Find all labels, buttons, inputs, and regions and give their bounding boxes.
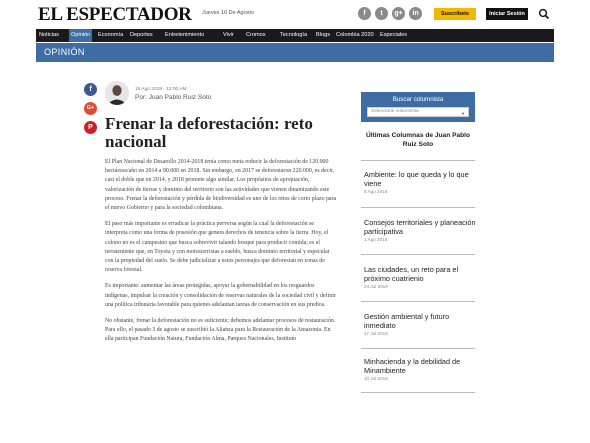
- sidebar-divider: [361, 254, 475, 255]
- sidebar-divider: [361, 348, 475, 349]
- chevron-down-icon: ▼: [461, 111, 465, 116]
- sidebar-divider: [361, 207, 475, 208]
- article-date: 15 Ago 2018 - 12:00 AM: [135, 87, 187, 92]
- columnist-search-box: [361, 92, 475, 122]
- top-header: [0, 0, 590, 28]
- twitter-icon[interactable]: t: [375, 7, 388, 20]
- share-facebook-icon[interactable]: f: [84, 83, 97, 96]
- google-plus-icon[interactable]: g+: [392, 7, 405, 20]
- header-date: Jueves 16 De Agosto: [202, 10, 254, 16]
- article-paragraph: No obstante, frenar la deforestación no es suficiente; debemos adelantar procesos de restauración. Para ello, el pasado 3 de agosto se suscribió la Alianza para la Restauración de la Amazonia. En ella participan Fundación Natura, Fundación Alma, Parques Nacionales, Instituto: [105, 318, 336, 343]
- main-nav: [36, 29, 554, 42]
- share-pinterest-icon[interactable]: P: [84, 121, 97, 134]
- subscribe-button[interactable]: Suscríbete: [434, 8, 476, 20]
- column-item[interactable]: [364, 357, 476, 381]
- column-title[interactable]: Gestión ambiental y futuro inmediato: [364, 312, 450, 330]
- article-headline: Frenar la deforestación: reto nacional: [105, 114, 313, 151]
- article-paragraph: Es importante: aumentar las áreas protegidas, apoyar la gobernabilidad en los resguardos indígenas, impulsar la creación y consolidación de reservas naturales de la sociedad civil y definir una política tributaria favorable para quienes adelantan tareas de conservación en sus predios.: [105, 283, 336, 308]
- nav-item-blogs[interactable]: Blogs: [316, 32, 330, 38]
- section-bar: [36, 43, 554, 62]
- author-photo-icon: [105, 81, 129, 105]
- sidebar-divider: [361, 392, 475, 393]
- column-title[interactable]: Las ciudades, un reto para el próximo cuatrienio: [364, 265, 459, 283]
- article-paragraph: El Plan Nacional de Desarollo 2014-2018 tenía como meta reducir la deforestación de 120.000 hectáreas/año en 2014 a 90.000 en 2018. Sin embargo, en 2017 se deforestaron 220.000, es decir, casi el doble que en 2014, y 2018 promete algo similar. Los propósitos de apropiación, valorización de tierras y dominio del territorio son las actividades que vienen dinamizando este proceso. Frenar la deforestación y pérdida de biodiversidad es uno de los retos de corto plazo para el nuevo Gobierno y para la sociedad colombiana.: [105, 159, 337, 212]
- section-title[interactable]: OPINIÓN: [44, 47, 85, 57]
- search-icon[interactable]: [538, 8, 550, 20]
- nav-item-entretenimiento[interactable]: Entretenimiento: [165, 32, 205, 38]
- latest-columns-heading: Últimas Columnas de Juan Pablo Ruiz Soto: [365, 132, 471, 148]
- nav-item-colombia-2020[interactable]: Colombia 2020: [336, 32, 374, 38]
- nav-item-opinion[interactable]: Opinión: [69, 29, 92, 42]
- nav-item-vivir[interactable]: Vivir: [223, 32, 234, 38]
- column-date: 8 Ago 2018: [364, 189, 388, 194]
- columnist-select[interactable]: [367, 107, 469, 117]
- column-date: 17 Jul 2018: [364, 331, 388, 336]
- column-item[interactable]: [364, 265, 476, 289]
- linkedin-icon[interactable]: in: [409, 7, 422, 20]
- article-paragraph: El paso más importante es erradicar la práctica perversa según la cual la deforestación se interpreta como una forma de posesión que genera derechos de tenencia sobre la tierra. Hoy, el colono no es el campesino que busca sobrevivir talando bosque para producir comida; es el terrateniente que, en Toyota y con motosierristas a sueldo, busca dominio territorial y especular con la propiedad del suelo. Se debe judicializar a estos personajes que deforestan en zonas de reserva forestal.: [105, 221, 330, 274]
- column-date: 1 Ago 2018: [364, 237, 388, 242]
- nav-item-economia[interactable]: Economía: [98, 32, 124, 38]
- column-title[interactable]: Minhacienda y la debilidad de Minambiente: [364, 357, 461, 375]
- column-item[interactable]: [364, 218, 476, 242]
- column-date: 10 Jul 2018: [364, 376, 388, 381]
- columnist-select-value: Seleccione columnista: [371, 109, 419, 114]
- facebook-icon[interactable]: f: [358, 7, 371, 20]
- nav-item-deportes[interactable]: Deportes: [130, 32, 153, 38]
- author-avatar: [105, 81, 129, 105]
- column-item[interactable]: [364, 312, 476, 336]
- nav-item-cromos[interactable]: Cromos: [246, 32, 266, 38]
- column-date: 24 Jul 2018: [364, 284, 388, 289]
- nav-item-tecnologia[interactable]: Tecnología: [280, 32, 308, 38]
- column-item[interactable]: [364, 170, 476, 194]
- nav-item-noticias[interactable]: Noticias: [39, 32, 59, 38]
- article-author[interactable]: Por: Juan Pablo Ruiz Soto: [135, 94, 212, 101]
- nav-item-especiales[interactable]: Especiales: [380, 32, 408, 38]
- article-body: [105, 158, 337, 352]
- column-title[interactable]: Consejos territoriales y planeación participativa: [364, 218, 476, 236]
- column-title[interactable]: Ambiente: lo que queda y lo que viene: [364, 170, 469, 188]
- site-logo[interactable]: EL ESPECTADOR: [38, 4, 192, 25]
- sidebar-divider: [361, 301, 475, 302]
- sidebar-divider: [361, 160, 475, 161]
- login-button[interactable]: Iniciar Sesión: [486, 8, 528, 20]
- columnist-search-label: Buscar columnista: [392, 96, 444, 103]
- share-google-plus-icon[interactable]: G+: [84, 102, 97, 115]
